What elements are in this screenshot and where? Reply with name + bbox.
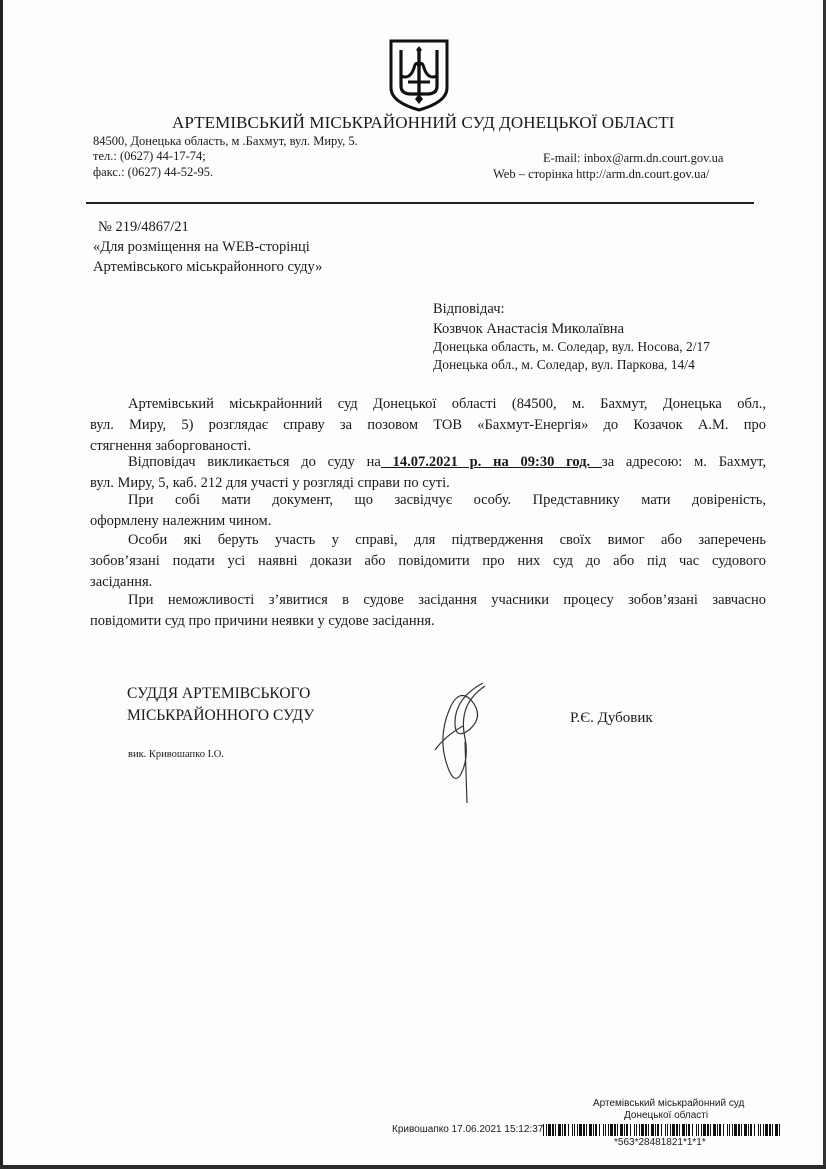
paragraph-case-info: [90, 394, 766, 457]
web-address: Web – сторінка http://arm.dn.court.gov.ua/: [493, 167, 710, 181]
recipient-label: Відповідач:: [433, 301, 505, 317]
recipient-address-1: Донецька область, м. Соледар, вул. Носова, 2/17: [433, 339, 710, 354]
paragraph-1-line-1: Артемівський міськрайонний суд Донецької області (84500, м. Бахмут, Донецька обл.,: [128, 396, 766, 412]
paragraph-4-line-3: засідання.: [90, 574, 153, 590]
phone-number: тел.: (0627) 44-17-74;: [93, 149, 206, 163]
fax-number: факс.: (0627) 44-52-95.: [93, 165, 214, 179]
hearing-datetime: 14.07.2021 р. на 09:30 год.: [380, 454, 602, 470]
summons-address: за адресою: м. Бахмут,: [601, 454, 767, 470]
recipient-address-2: Донецька обл., м. Соледар, вул. Паркова, 14/4: [433, 357, 695, 372]
scan-edge-left: [0, 0, 3, 1169]
paragraph-evidence: [90, 530, 766, 593]
paragraph-absence: [90, 590, 766, 632]
paragraph-3-line-1: При собі мати документ, що засвідчує особу. Представнику мати довіреність,: [128, 492, 766, 508]
handwritten-signature: [425, 678, 505, 808]
header-divider: [86, 202, 754, 204]
registration-stamp: Кривошапко 17.06.2021 15:12:37: [392, 1124, 544, 1135]
paragraph-2-line-1: [90, 452, 766, 473]
paragraph-2-line-2: вул. Миру, 5, каб. 212 для участі у розгляді справи по суті.: [90, 475, 450, 491]
judge-title-line-2: МІСЬКРАЙОННОГО СУДУ: [127, 707, 315, 724]
case-number: № 219/4867/21: [98, 219, 189, 235]
paragraph-1-line-2: вул. Миру, 5) розглядає справу за позовом ТОВ «Бахмут-Енергія» до Козачок А.М. про: [90, 417, 766, 433]
paragraph-4-line-2: зобов’язані подати усі наявні докази або повідомити про них суд до або під час судового: [90, 553, 766, 569]
scan-edge-bottom: [0, 1165, 826, 1169]
barcode-number: *563*28481821*1*1*: [614, 1137, 706, 1148]
coat-of-arms-icon: [388, 38, 450, 112]
purpose-line-1: «Для розміщення на WEB-сторінці: [93, 239, 310, 255]
paragraph-summons: [90, 452, 766, 494]
barcode-icon: [543, 1124, 783, 1136]
paragraph-5-line-2: повідомити суд про причини неявки у судове засідання.: [90, 613, 435, 629]
paragraph-1-line-3: стягнення заборгованості.: [90, 438, 251, 454]
footer-court-line-1: Артемівський міськрайонний суд: [593, 1098, 745, 1109]
judge-title-line-1: СУДДЯ АРТЕМІВСЬКОГО: [127, 685, 311, 702]
court-name-title: АРТЕМІВСЬКИЙ МІСЬКРАЙОННИЙ СУД ДОНЕЦЬКОЇ ОБЛАСТІ: [172, 113, 675, 132]
purpose-line-2: Артемівського міськрайонного суду»: [93, 259, 323, 275]
paragraph-4-line-1: Особи які беруть участь у справі, для підтвердження своїх вимог або заперечень: [128, 532, 766, 548]
footer-court-line-2: Донецької області: [624, 1110, 709, 1121]
paragraph-3-line-2: оформлену належним чином.: [90, 513, 272, 529]
executor-name: вик. Кривошапко І.О.: [128, 749, 224, 760]
email-address: E-mail: inbox@arm.dn.court.gov.ua: [543, 151, 724, 165]
court-address: 84500, Донецька область, м .Бахмут, вул. Миру, 5.: [93, 134, 358, 148]
summons-text: Відповідач викликається до суду на: [128, 454, 381, 470]
judge-name: Р.Є. Дубовик: [570, 710, 653, 726]
paragraph-5-line-1: При неможливості з’явитися в судове засідання учасники процесу зобов’язані завчасно: [128, 592, 766, 608]
paragraph-id-docs: [90, 490, 766, 532]
recipient-name: Козвчок Анастасія Миколаївна: [433, 321, 625, 337]
